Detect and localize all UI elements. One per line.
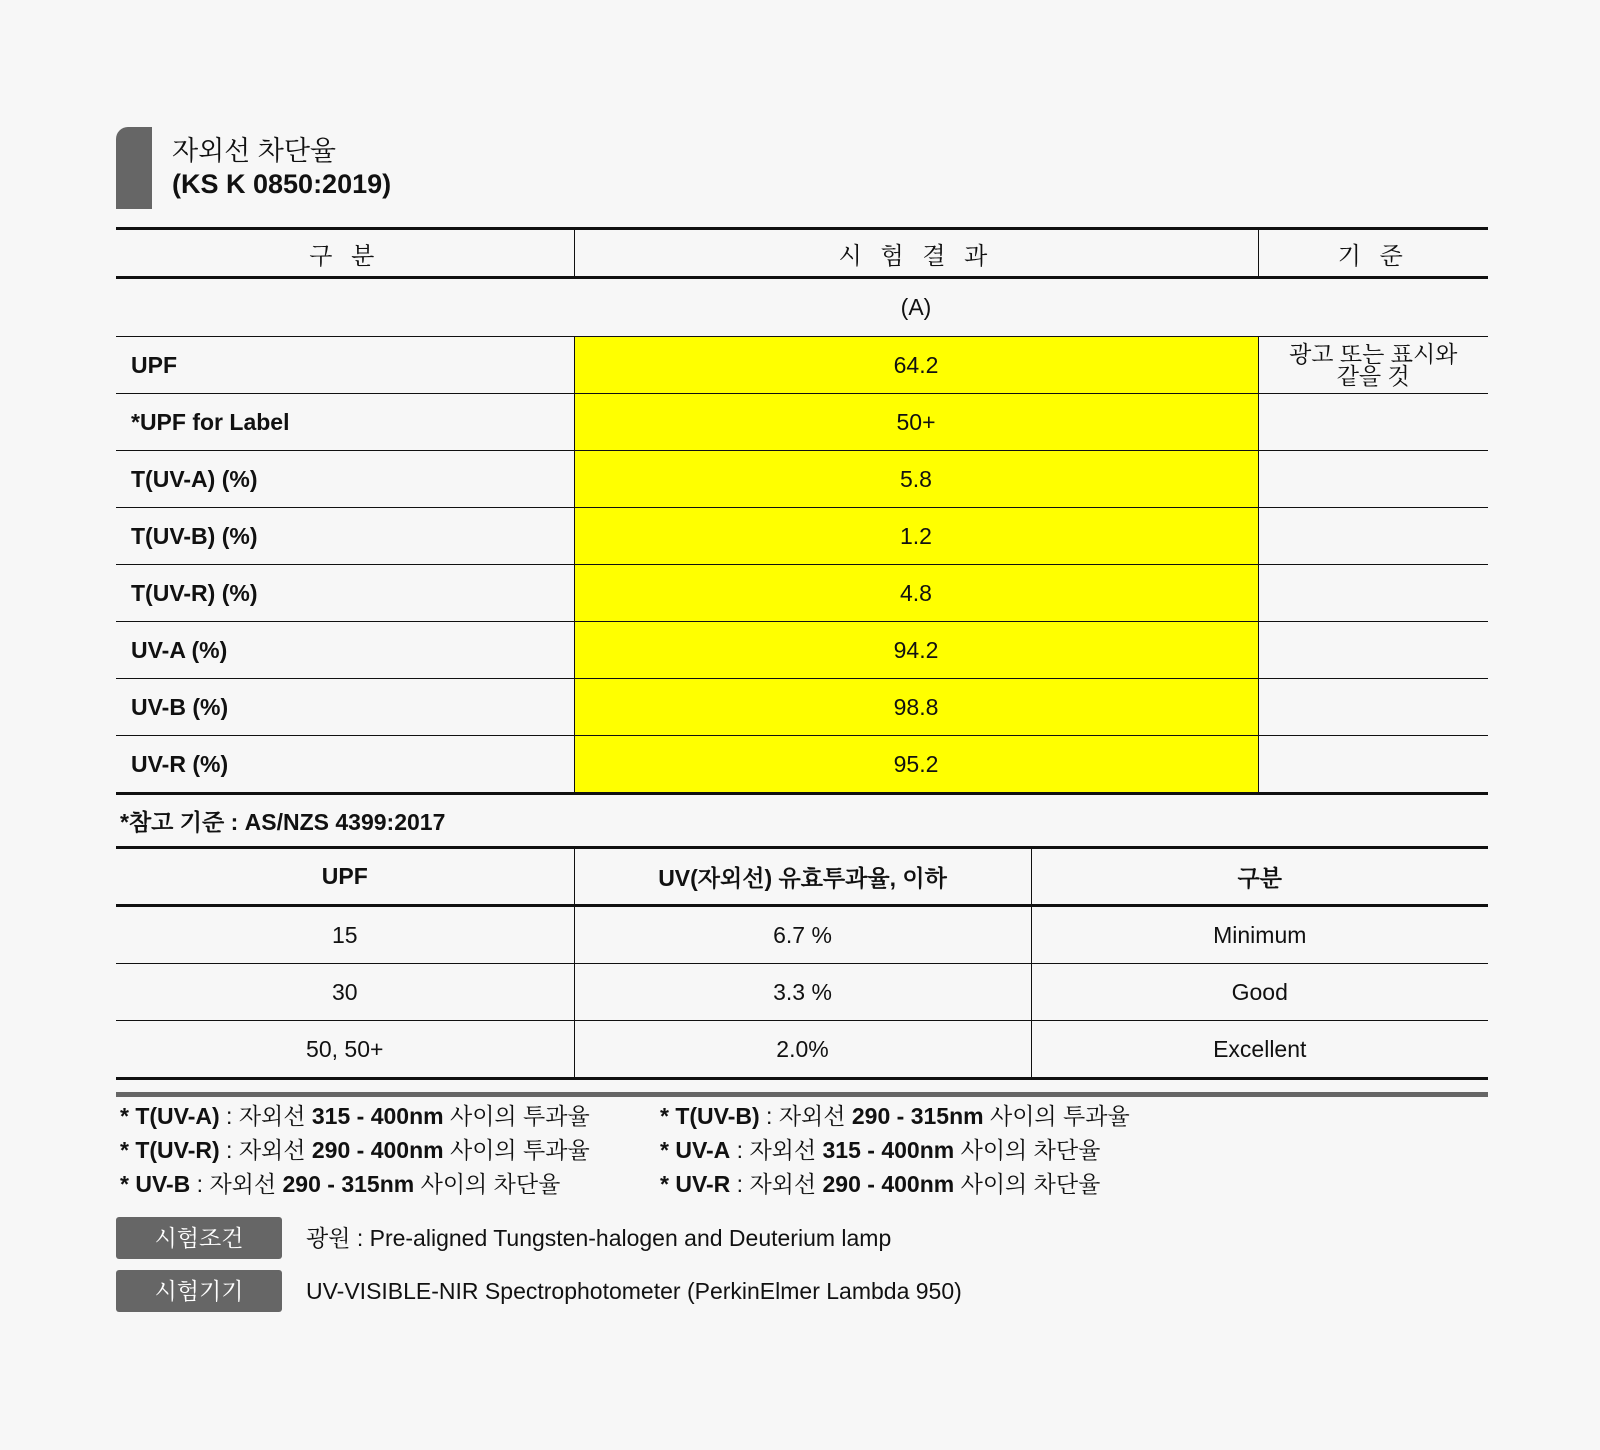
- reference-note: [120, 804, 445, 837]
- note-range: 315 - 400nm: [311, 1103, 444, 1129]
- note-desc: 사이의 차단율: [414, 1171, 561, 1197]
- criterion-empty: [1258, 508, 1488, 565]
- row-label: T(UV-R) (%): [116, 565, 574, 622]
- row-value: 5.8: [574, 451, 1258, 508]
- reference-table: [116, 846, 1488, 1080]
- note-range: 290 - 315nm: [851, 1103, 984, 1129]
- sample-blank-left: [116, 278, 574, 337]
- ref-cell-grade: Good: [1031, 964, 1488, 1021]
- note-item: [120, 1167, 560, 1201]
- note-range: 315 - 400nm: [822, 1137, 955, 1163]
- criterion-empty: [1258, 565, 1488, 622]
- row-value: 64.2: [574, 337, 1258, 394]
- ref-cell-transmittance: 3.3 %: [574, 964, 1031, 1021]
- row-label: UV-A (%): [116, 622, 574, 679]
- row-label: UPF: [116, 337, 574, 394]
- note-sep: : 자외선: [730, 1171, 823, 1197]
- note-sep: : 자외선: [759, 1103, 852, 1129]
- ref-cell-upf: 30: [116, 964, 574, 1021]
- note-key: * T(UV-B): [660, 1103, 760, 1129]
- test-equipment-text: UV-VISIBLE-NIR Spectrophotometer (PerkinElmer Lambda 950): [306, 1278, 962, 1304]
- table-row: [116, 394, 1488, 451]
- section-title: [116, 127, 716, 209]
- note-range: 290 - 315nm: [282, 1171, 415, 1197]
- row-label: T(UV-B) (%): [116, 508, 574, 565]
- table-row: [116, 736, 1488, 794]
- note-key: * UV-R: [660, 1171, 731, 1197]
- table-row: [116, 508, 1488, 565]
- note-sep: : 자외선: [190, 1171, 283, 1197]
- row-label: UV-B (%): [116, 679, 574, 736]
- header-result: 시 험 결 과: [574, 229, 1258, 278]
- note-item: [660, 1167, 1100, 1201]
- criterion-empty: [1258, 451, 1488, 508]
- sample-blank-right: [1258, 278, 1488, 337]
- reference-standard: AS/NZS 4399:2017: [244, 809, 446, 835]
- test-condition-tag: 시험조건: [116, 1217, 282, 1259]
- criterion-line2: 같을 것: [1336, 363, 1410, 389]
- ref-cell-upf: 15: [116, 906, 574, 964]
- ref-header-grade: 구분: [1031, 848, 1488, 906]
- criterion-empty: [1258, 622, 1488, 679]
- row-label: UV-R (%): [116, 736, 574, 794]
- table-row: [116, 906, 1488, 964]
- row-value: 50+: [574, 394, 1258, 451]
- section-divider: [116, 1092, 1488, 1097]
- ref-cell-upf: 50, 50+: [116, 1021, 574, 1079]
- table-row: [116, 337, 1488, 394]
- header-category: 구 분: [116, 229, 574, 278]
- note-key: * T(UV-R): [120, 1137, 220, 1163]
- note-sep: : 자외선: [219, 1103, 312, 1129]
- note-item: [120, 1133, 590, 1167]
- criterion-empty: [1258, 736, 1488, 794]
- note-key: * UV-A: [660, 1137, 731, 1163]
- note-sep: : 자외선: [219, 1137, 312, 1163]
- criterion-empty: [1258, 679, 1488, 736]
- note-desc: 사이의 투과율: [983, 1103, 1130, 1129]
- row-label: T(UV-A) (%): [116, 451, 574, 508]
- title-name: 자외선 차단율: [172, 136, 336, 166]
- sample-row: [116, 278, 1488, 337]
- reference-header-row: [116, 848, 1488, 906]
- results-table: [116, 227, 1488, 795]
- note-key: * T(UV-A): [120, 1103, 220, 1129]
- ref-cell-transmittance: 6.7 %: [574, 906, 1031, 964]
- sample-label: (A): [574, 278, 1258, 337]
- note-range: 290 - 400nm: [311, 1137, 444, 1163]
- note-key: * UV-B: [120, 1171, 191, 1197]
- criterion-empty: [1258, 394, 1488, 451]
- title-accent-bar: [116, 127, 152, 209]
- title-standard: (KS K 0850:2019): [172, 169, 392, 199]
- criterion-line1: 광고 또는 표시와: [1289, 341, 1458, 367]
- table-row: [116, 679, 1488, 736]
- ref-header-transmittance: UV(자외선) 유효투과율, 이하: [574, 848, 1031, 906]
- header-criterion: 기 준: [1258, 229, 1488, 278]
- row-value: 4.8: [574, 565, 1258, 622]
- row-label: *UPF for Label: [116, 394, 574, 451]
- note-item: [120, 1099, 590, 1133]
- row-value: 95.2: [574, 736, 1258, 794]
- ref-cell-transmittance: 2.0%: [574, 1021, 1031, 1079]
- note-item: [660, 1133, 1100, 1167]
- row-value: 1.2: [574, 508, 1258, 565]
- table-row: [116, 451, 1488, 508]
- reference-note-prefix: *참고 기준 :: [120, 809, 245, 835]
- test-equipment: [116, 1270, 1488, 1312]
- row-value: 98.8: [574, 679, 1258, 736]
- note-desc: 사이의 투과율: [443, 1103, 590, 1129]
- criterion-cell: [1258, 337, 1488, 394]
- table-row: [116, 964, 1488, 1021]
- note-desc: 사이의 차단율: [954, 1171, 1101, 1197]
- test-condition: [116, 1217, 1488, 1259]
- note-desc: 사이의 차단율: [954, 1137, 1101, 1163]
- note-sep: : 자외선: [730, 1137, 823, 1163]
- test-equipment-tag: 시험기기: [116, 1270, 282, 1312]
- ref-cell-grade: Excellent: [1031, 1021, 1488, 1079]
- table-row: [116, 622, 1488, 679]
- ref-cell-grade: Minimum: [1031, 906, 1488, 964]
- row-value: 94.2: [574, 622, 1258, 679]
- ref-header-upf: UPF: [116, 848, 574, 906]
- test-condition-text: 광원 : Pre-aligned Tungsten-halogen and Deuterium lamp: [306, 1225, 892, 1251]
- note-item: [660, 1099, 1130, 1133]
- table-row: [116, 565, 1488, 622]
- results-header-row: [116, 229, 1488, 278]
- note-desc: 사이의 투과율: [443, 1137, 590, 1163]
- table-row: [116, 1021, 1488, 1079]
- note-range: 290 - 400nm: [822, 1171, 955, 1197]
